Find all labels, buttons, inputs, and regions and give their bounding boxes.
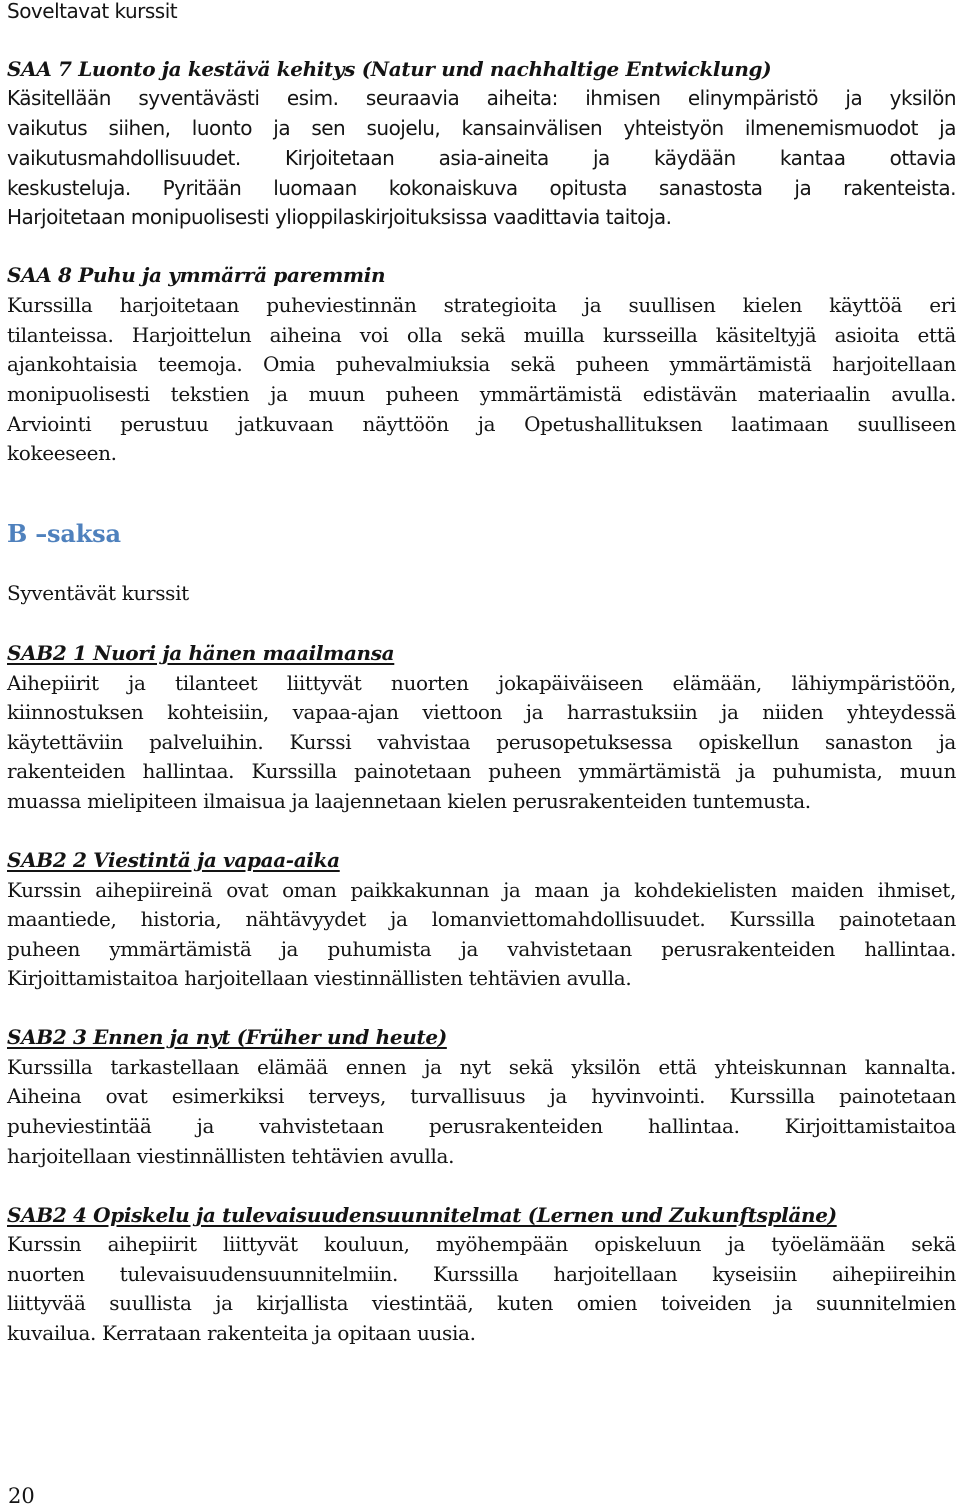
section-subheading-syventavat: Syventävät kurssit <box>7 581 189 605</box>
course-text-line: puheen ymmärtämistä ja puhumista ja vahvistetaan perusrakenteiden hallintaa. <box>7 937 956 961</box>
course-title: SAA 7 Luonto ja kestävä kehitys (Natur und nachhaltige Entwicklung) <box>7 57 772 81</box>
course-text-line: keskusteluja. Pyritään luomaan kokonaiskuva opitusta sanastosta ja rakenteista. <box>7 176 956 200</box>
course-text-line: vaikutusmahdollisuudet. Kirjoitetaan asia-aineita ja käydään kantaa ottavia <box>7 146 956 170</box>
course-title: SAB2 3 Ennen ja nyt (Früher und heute) <box>7 1025 447 1049</box>
course-text-line: Arviointi perustuu jatkuvaan näyttöön ja Opetushallituksen laatimaan suulliseen <box>7 412 956 436</box>
section-title-b-saksa: B –saksa <box>7 519 121 548</box>
course-text-line: rakenteiden hallintaa. Kurssilla painotetaan puheen ymmärtämistä ja puhumista, muun <box>7 759 956 783</box>
course-title: SAB2 4 Opiskelu ja tulevaisuudensuunnitelmat (Lernen und Zukunftspläne) <box>7 1203 837 1227</box>
section-heading-soveltavat: Soveltavat kurssit <box>7 0 178 23</box>
course-text-line: Kirjoittamistaitoa harjoitellaan viestinnällisten tehtävien avulla. <box>7 966 632 990</box>
course-text-line: monipuolisesti tekstien ja muun puheen ymmärtämistä edistävän materiaalin avulla. <box>7 382 956 406</box>
course-text-line: harjoitellaan viestinnällisten tehtävien avulla. <box>7 1144 455 1168</box>
course-text-line: liittyvää suullista ja kirjallista viestintää, kuten omien toiveiden ja suunnitelmien <box>7 1291 956 1315</box>
course-text-line: kiinnostuksen kohteisiin, vapaa-ajan viettoon ja harrastuksiin ja niiden yhteydessä <box>7 700 956 724</box>
course-text-line: tilanteissa. Harjoittelun aiheina voi olla sekä muilla kursseilla käsiteltyjä asioita että <box>7 323 956 347</box>
course-text-line: Kurssilla harjoitetaan puheviestinnän strategioita ja suullisen kielen käyttöä eri <box>7 293 956 317</box>
course-text-line: Aiheina ovat esimerkiksi terveys, turvallisuus ja hyvinvointi. Kurssilla painotetaan <box>7 1084 956 1108</box>
course-title: SAB2 2 Viestintä ja vapaa-aika <box>7 848 340 872</box>
course-text-line: Harjoitetaan monipuolisesti ylioppilaskirjoituksissa vaadittavia taitoja. <box>7 205 672 229</box>
course-text-line: Kurssin aihepiireinä ovat oman paikkakunnan ja maan ja kohdekielisten maiden ihmiset, <box>7 878 956 902</box>
course-text-line: kokeeseen. <box>7 441 117 465</box>
course-text-line: nuorten tulevaisuudensuunnitelmiin. Kurssilla harjoitellaan kyseisiin aihepiireihin <box>7 1262 956 1286</box>
course-text-line: Aihepiirit ja tilanteet liittyvät nuorten jokapäiväiseen elämään, lähiympäristöön, <box>7 671 956 695</box>
course-text-line: kuvailua. Kerrataan rakenteita ja opitaan uusia. <box>7 1321 476 1345</box>
course-text-line: Kurssilla tarkastellaan elämää ennen ja nyt sekä yksilön että yhteiskunnan kannalta. <box>7 1055 956 1079</box>
course-title: SAB2 1 Nuori ja hänen maailmansa <box>7 641 395 665</box>
course-title: SAA 8 Puhu ja ymmärrä paremmin <box>7 263 386 287</box>
course-text-line: maantiede, historia, nähtävyydet ja lomanviettomahdollisuudet. Kurssilla painotetaan <box>7 907 956 931</box>
course-text-line: ajankohtaisia teemoja. Omia puhevalmiuksia sekä puheen ymmärtämistä harjoitellaan <box>7 352 956 376</box>
course-text-line: Kurssin aihepiirit liittyvät kouluun, myöhempään opiskeluun ja työelämään sekä <box>7 1232 956 1256</box>
course-text-line: vaikutus siihen, luonto ja sen suojelu, kansainvälisen yhteistyön ilmenemismuodot ja <box>7 116 956 140</box>
course-text-line: Käsitellään syventävästi esim. seuraavia aiheita: ihmisen elinympäristö ja yksilön <box>7 86 956 110</box>
course-text-line: puheviestintää ja vahvistetaan perusrakenteiden hallintaa. Kirjoittamistaitoa <box>7 1114 956 1138</box>
page-number: 20 <box>8 1484 35 1508</box>
course-text-line: käytettäviin palveluihin. Kurssi vahvistaa perusopetuksessa opiskellun sanaston ja <box>7 730 956 754</box>
course-text-line: muassa mielipiteen ilmaisua ja laajennetaan kielen perusrakenteiden tuntemusta. <box>7 789 811 813</box>
